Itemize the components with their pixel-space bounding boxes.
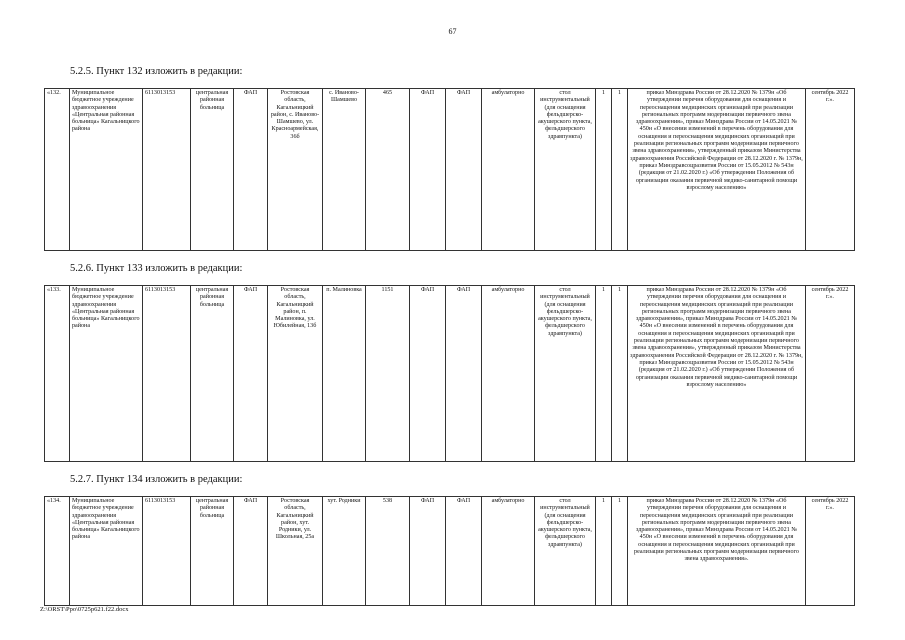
section-heading: 5.2.5. Пункт 132 изложить в редакции:: [70, 66, 243, 77]
cell-org-type: центральная районная больница: [191, 497, 234, 606]
cell-qty-1: 1: [596, 89, 612, 251]
cell-type-1: ФАП: [410, 497, 446, 606]
cell-org-type: центральная районная больница: [191, 89, 234, 251]
cell-settlement: хут. Родники: [323, 497, 366, 606]
cell-device: стол инструментальный (для оснащения фельдшерско-акушерского пункта, фельдшерского здравпункта): [535, 89, 596, 251]
cell-num: «132.: [45, 89, 70, 251]
cell-address: Ростовская область, Кагальницкий район, п. Малиновка, ул. Юбилейная, 13б: [268, 286, 323, 462]
cell-date: сентябрь 2022 г.».: [806, 286, 855, 462]
cell-care: амбулаторно: [482, 89, 535, 251]
cell-org: Муниципальное бюджетное учреждение здравоохранения «Центральная районная больница» Кагальницкого района: [70, 89, 143, 251]
cell-basis: приказ Минздрава России от 28.12.2020 № 1379н «Об утверждении перечня оборудования для оснащения и переоснащения медицинских организаций при реализации региональных программ модернизации первичного звена здравоохранения», приказ Минздрава России от 14.05.2021 № 450н «О внесении изменений в перечень оборудования для оснащения и переоснащения медицинских организаций при реализации региональных программ модернизации первичного звена здравоохранения», утвержденный приказом Министерства здравоохранения Российской Федерации от 28.12.2020 г. № 1379н, приказ Минздравсоцразвития России от 15.05.2012 № 543н (редакция от 21.02.2020 г.) «Об утверждении Положения об организации оказания первичной медико-санитарной помощи взрослому населению»: [628, 89, 806, 251]
cell-basis: приказ Минздрава России от 28.12.2020 № 1379н «Об утверждении перечня оборудования для оснащения и переоснащения медицинских организаций при реализации региональных программ модернизации первичного звена здравоохранения», приказ Минздрава России от 14.05.2021 № 450н «О внесении изменений в перечень оборудования для оснащения и переоснащения медицинских организаций при реализации региональных программ модернизации первичного звена здравоохранения», утвержденный приказом Министерства здравоохранения Российской Федерации от 28.12.2020 г. № 1379н, приказ Минздравсоцразвития России от 15.05.2012 № 543н (редакция от 21.02.2020 г.) «Об утверждении Положения об организации оказания первичной медико-санитарной помощи взрослому населению»: [628, 286, 806, 462]
table-row: [44, 285, 855, 462]
cell-address: Ростовская область, Кагальницкий район, с. Иваново-Шамшево, ул. Красноармейская, 36б: [268, 89, 323, 251]
cell-type-2: ФАП: [446, 497, 482, 606]
cell-address: Ростовская область, Кагальницкий район, хут. Родники, ул. Школьная, 25а: [268, 497, 323, 606]
cell-device: стол инструментальный (для оснащения фельдшерско-акушерского пункта, фельдшерского здравпункта): [535, 286, 596, 462]
table-row: [44, 88, 855, 251]
cell-qty-2: 1: [612, 497, 628, 606]
cell-unit: ФАП: [234, 89, 268, 251]
table-row: [44, 496, 855, 606]
cell-qty-2: 1: [612, 89, 628, 251]
cell-population: 1151: [366, 286, 410, 462]
cell-type-1: ФАП: [410, 286, 446, 462]
file-path-footer: Z:\ORST\Ppo\0725p621.f22.docx: [40, 606, 129, 613]
cell-num: «133.: [45, 286, 70, 462]
cell-inn: 6113013153: [143, 286, 191, 462]
cell-settlement: с. Иваново-Шамшево: [323, 89, 366, 251]
section-heading: 5.2.6. Пункт 133 изложить в редакции:: [70, 263, 243, 274]
page-number: 67: [448, 27, 457, 36]
cell-type-2: ФАП: [446, 286, 482, 462]
cell-device: стол инструментальный (для оснащения фельдшерско-акушерского пункта, фельдшерского здравпункта): [535, 497, 596, 606]
cell-num: «134.: [45, 497, 70, 606]
cell-type-1: ФАП: [410, 89, 446, 251]
cell-inn: 6113013153: [143, 497, 191, 606]
cell-care: амбулаторно: [482, 497, 535, 606]
cell-org-type: центральная районная больница: [191, 286, 234, 462]
cell-date: сентябрь 2022 г.».: [806, 497, 855, 606]
cell-inn: 6113013153: [143, 89, 191, 251]
cell-care: амбулаторно: [482, 286, 535, 462]
cell-population: 465: [366, 89, 410, 251]
cell-date: сентябрь 2022 г.».: [806, 89, 855, 251]
cell-org: Муниципальное бюджетное учреждение здравоохранения «Центральная районная больница» Кагальницкого района: [70, 286, 143, 462]
cell-unit: ФАП: [234, 286, 268, 462]
cell-qty-1: 1: [596, 286, 612, 462]
cell-type-2: ФАП: [446, 89, 482, 251]
cell-settlement: п. Малиновка: [323, 286, 366, 462]
section-heading: 5.2.7. Пункт 134 изложить в редакции:: [70, 474, 243, 485]
cell-unit: ФАП: [234, 497, 268, 606]
cell-basis: приказ Минздрава России от 28.12.2020 № 1379н «Об утверждении перечня оборудования для оснащения и переоснащения медицинских организаций при реализации региональных программ модернизации первичного звена здравоохранения», приказ Минздрава России от 14.05.2021 № 450н «О внесении изменений в перечень оборудования для оснащения и переоснащения медицинских организаций при реализации региональных программ модернизации первичного звена здравоохранения».: [628, 497, 806, 606]
cell-qty-2: 1: [612, 286, 628, 462]
cell-population: 538: [366, 497, 410, 606]
cell-org: Муниципальное бюджетное учреждение здравоохранения «Центральная районная больница» Кагальницкого района: [70, 497, 143, 606]
cell-qty-1: 1: [596, 497, 612, 606]
